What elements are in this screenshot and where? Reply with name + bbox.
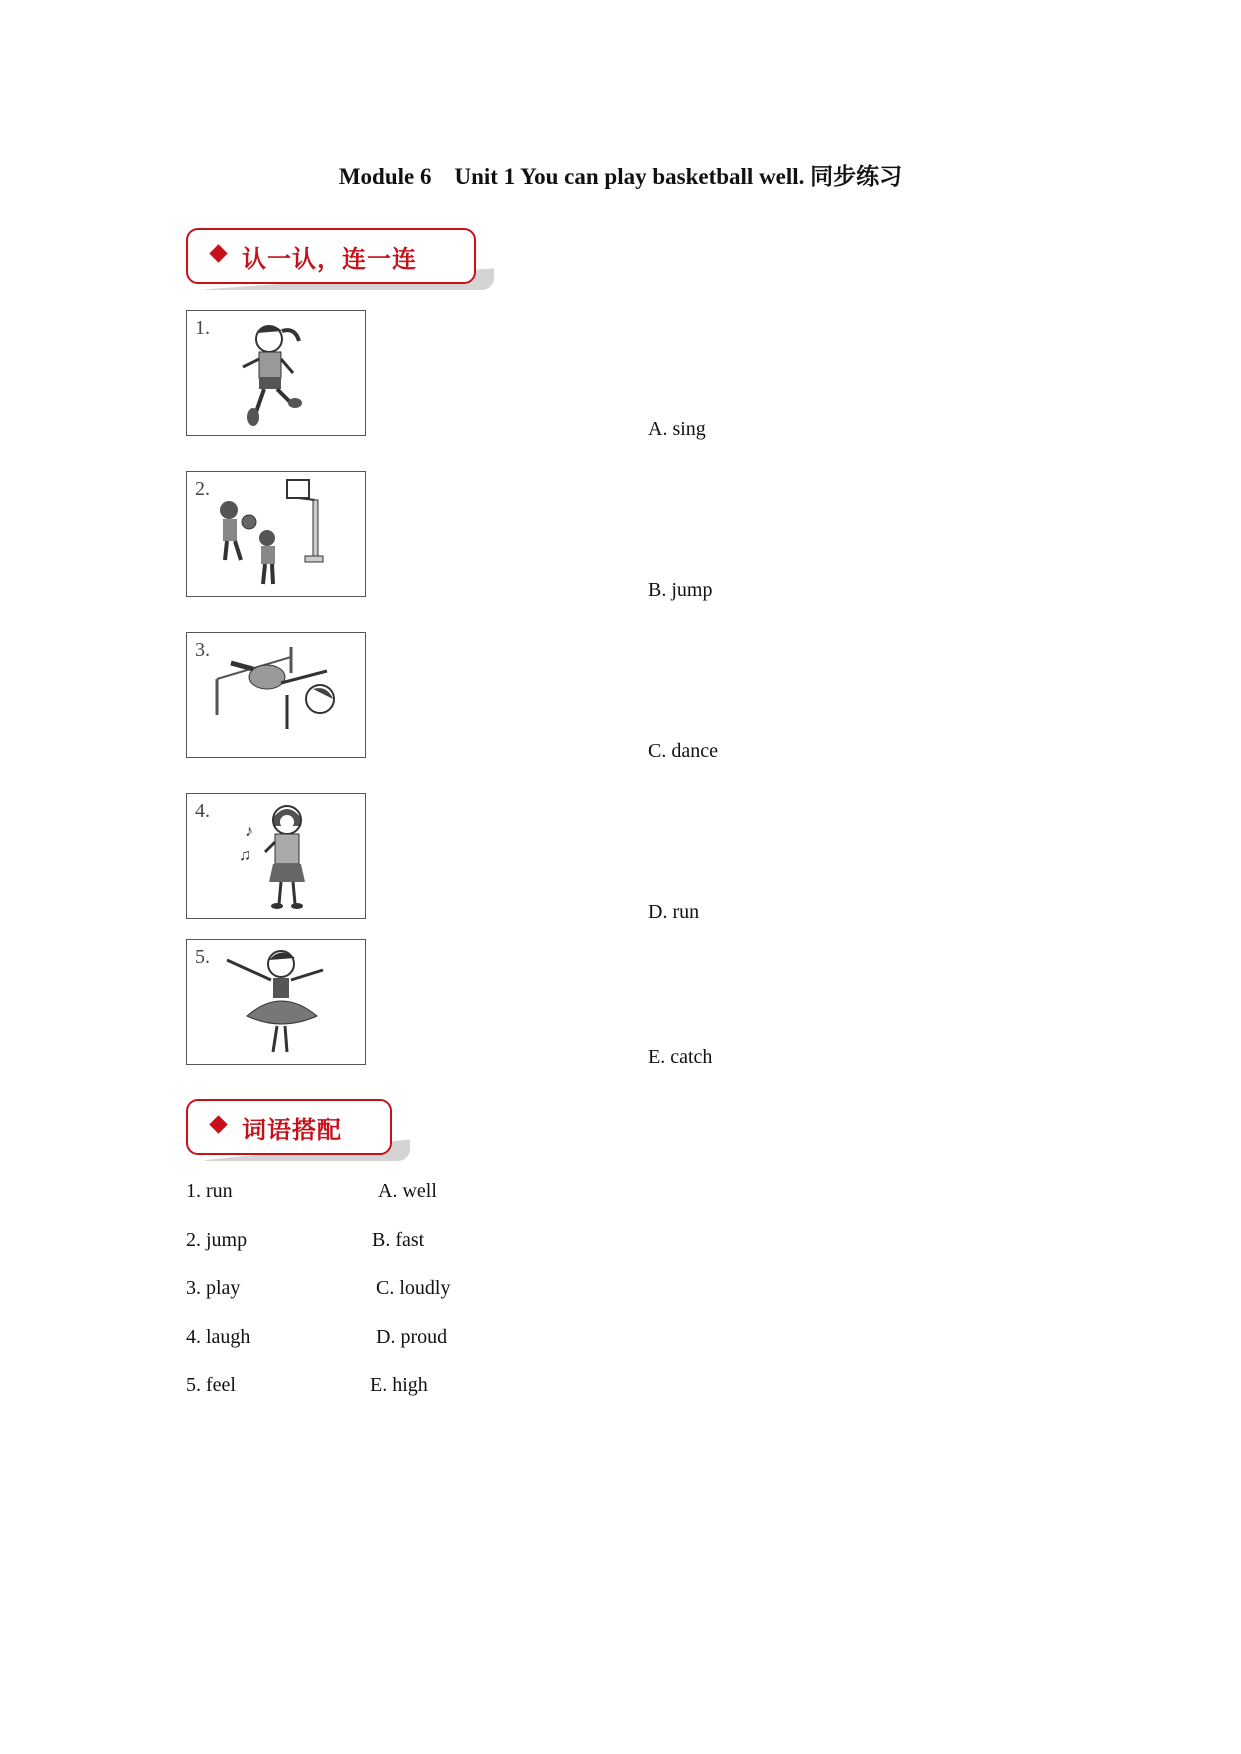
singing-girl-icon: [187, 794, 367, 920]
picture-sing: [186, 793, 366, 919]
option-dance: C. dance: [648, 740, 718, 762]
picture-dance: [186, 939, 366, 1065]
section-label: 词语搭配: [242, 1116, 342, 1144]
page-title: Module 6 Unit 1 You can play basketball well. 同步练习: [338, 164, 903, 189]
option-run: D. run: [648, 901, 700, 923]
section-header-match-pictures: [186, 228, 476, 284]
word-right: D. proud: [376, 1326, 448, 1348]
running-girl-icon: [187, 311, 367, 437]
high-jump-icon: [187, 633, 367, 759]
word-right: C. loudly: [376, 1277, 451, 1299]
picture-run: [186, 310, 366, 436]
picture-number: 2.: [195, 478, 210, 500]
dancing-girl-icon: [187, 940, 367, 1066]
section-label: 认一认，连一连: [242, 245, 417, 273]
picture-number: 5.: [195, 946, 210, 968]
svg-text:♪: ♪: [245, 823, 253, 840]
word-right: A. well: [378, 1180, 437, 1202]
picture-jump: [186, 632, 366, 758]
option-catch: E. catch: [648, 1046, 713, 1068]
option-jump: B. jump: [648, 579, 713, 601]
section-header-word-match: [186, 1099, 392, 1155]
picture-catch: [186, 471, 366, 597]
word-right: B. fast: [372, 1229, 425, 1251]
word-left: 1. run: [186, 1180, 233, 1202]
svg-text:♫: ♫: [239, 847, 251, 864]
word-left: 2. jump: [186, 1229, 248, 1251]
picture-number: 4.: [195, 800, 210, 822]
picture-number: 1.: [195, 317, 210, 339]
word-left: 5. feel: [186, 1374, 236, 1396]
option-sing: A. sing: [648, 418, 706, 440]
word-left: 4. laugh: [186, 1326, 251, 1348]
word-right: E. high: [370, 1374, 428, 1396]
word-left: 3. play: [186, 1277, 241, 1299]
basketball-players-icon: [187, 472, 367, 598]
picture-number: 3.: [195, 639, 210, 661]
